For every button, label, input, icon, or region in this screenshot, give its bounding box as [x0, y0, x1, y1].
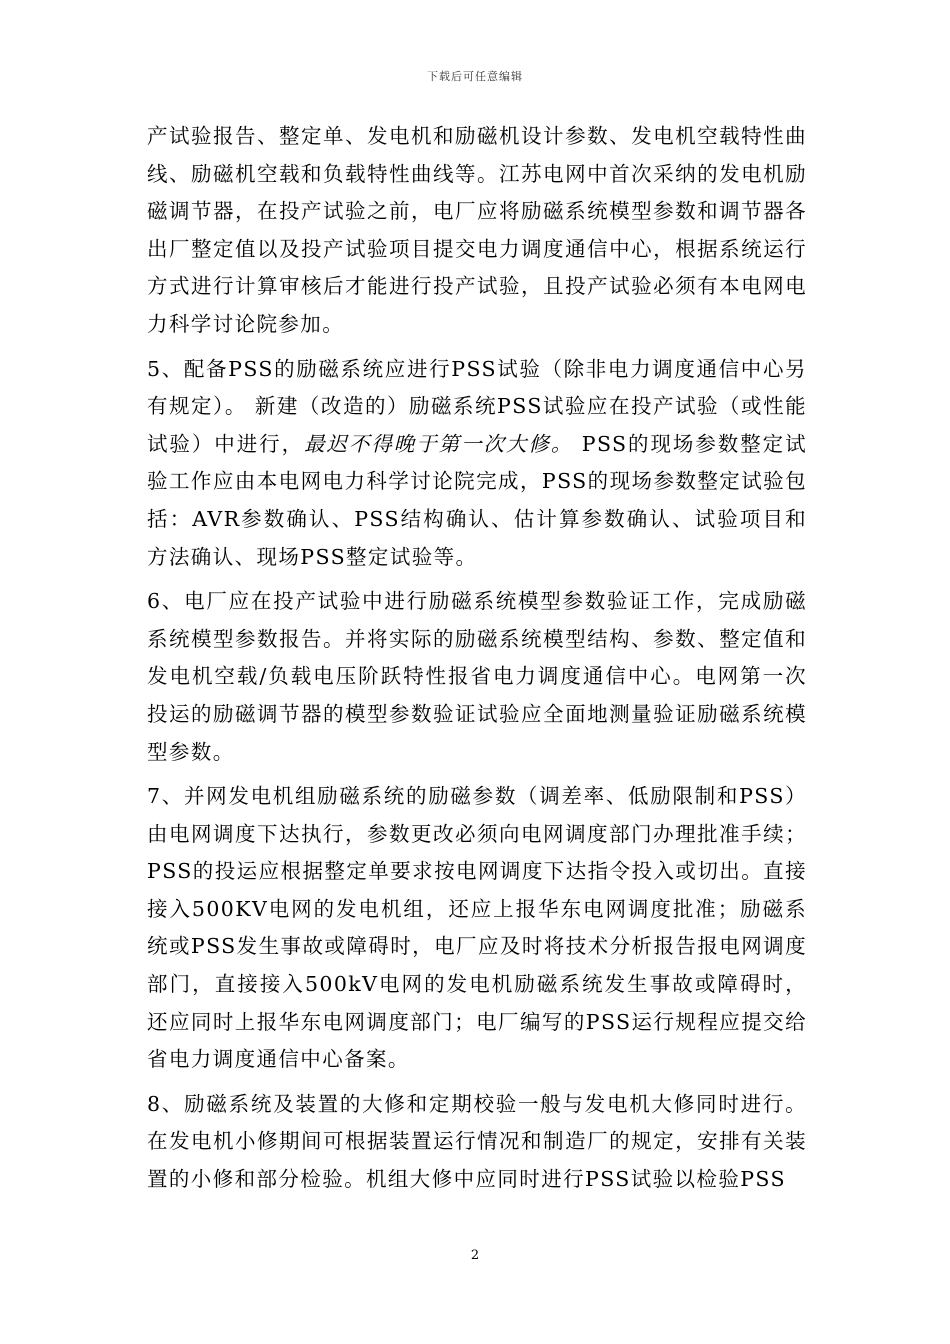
page-header: 下载后可任意编辑 — [427, 70, 523, 83]
paragraph-item-5-emphasis: 最迟不得晚于第一次大修。 — [304, 431, 574, 456]
paragraph-item-7: 7、并网发电机组励磁系统的励磁参数（调差率、低励限制和PSS）由电网调度下达执行，参数更改必须向电网调度部门办理批准手续；PSS的投运应根据整定单要求按电网调度下达指令投入或切出。直接接入500KV电网的发电机组，还应上报华东电网调度批准；励磁系统或PSS发生事故或障碍时，电厂应及时将技术分析报告报电网调度部门，直接接入500kV电网的发电机励磁系统发生事故或障碍时，还应同时上报华东电网调度部门；电厂编写的PSS运行规程应提交给省电力调度通信中心备案。 — [147, 784, 807, 1072]
paragraph-item-5-part-b: PSS的现场参数整定试验工作应由本电网电力科学讨论院完成，PSS的现场参数整定试验包括：AVR参数确认、PSS结构确认、估计算参数确认、试验项目和方法确认、现场PSS整定试验等。 — [147, 431, 807, 569]
paragraph-item-5-part-a: 5、配备PSS的励磁系统应进行PSS试验（除非电力调度通信中心另有规定）。 新建（改造的）励磁系统PSS试验应在投产试验（或性能试验）中进行， — [147, 356, 807, 456]
paragraph-item-8: 8、励磁系统及装置的大修和定期校验一般与发电机大修同时进行。在发电机小修期间可根据装置运行情况和制造厂的规定，安排有关装置的小修和部分检验。机组大修中应同时进行PSS试验以检验PSS — [147, 1091, 807, 1192]
document-body — [147, 118, 807, 1206]
paragraph-continuation: 产试验报告、整定单、发电机和励磁机设计参数、发电机空载特性曲线、励磁机空载和负载特性曲线等。江苏电网中首次采纳的发电机励磁调节器，在投产试验之前，电厂应将励磁系统模型参数和调节器各出厂整定值以及投产试验项目提交电力调度通信中心，根据系统运行方式进行计算审核后才能进行投产试验，且投产试验必须有本电网电力科学讨论院参加。 — [147, 124, 807, 336]
page-number: 2 — [470, 1248, 480, 1263]
paragraph-item-6: 6、电厂应在投产试验中进行励磁系统模型参数验证工作，完成励磁系统模型参数报告。并将实际的励磁系统模型结构、参数、整定值和发电机空载/负载电压阶跃特性报省电力调度通信中心。电网第一次投运的励磁调节器的模型参数验证试验应全面地测量验证励磁系统模型参数。 — [147, 589, 807, 764]
paragraph-item-5 — [147, 351, 807, 577]
